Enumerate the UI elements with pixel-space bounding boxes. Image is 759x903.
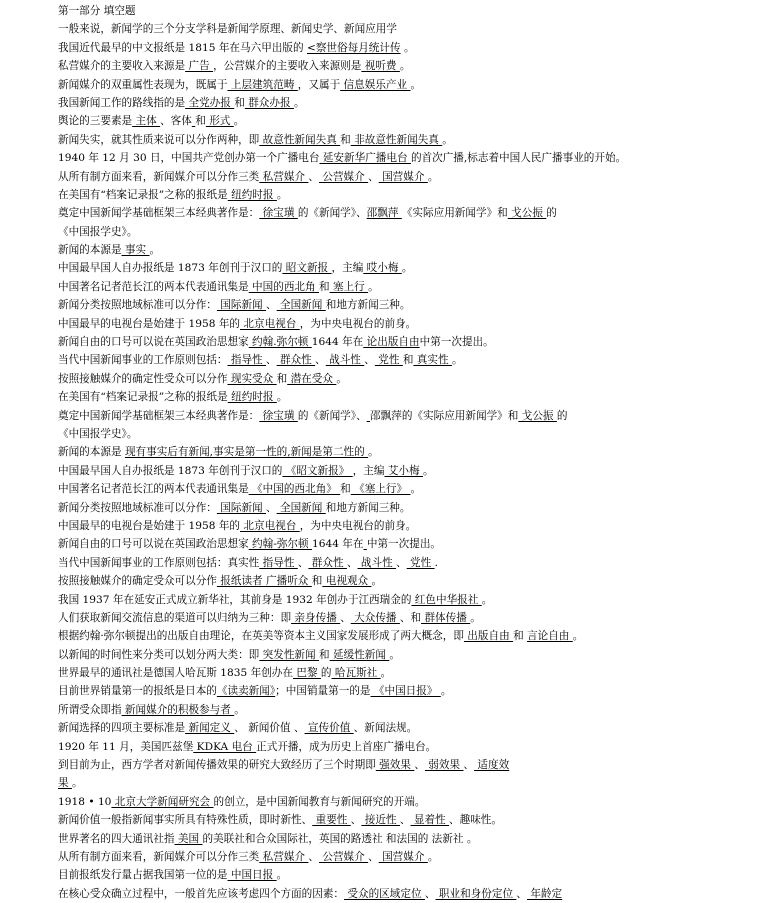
answer-blank: 约翰.弥尔顿 (248, 336, 312, 349)
answer-blank: 真实性 (413, 354, 452, 367)
question-text: 以新闻的时间性来分类可以划分两大类：即 (58, 648, 260, 661)
question-text: 。 (71, 777, 83, 790)
question-text: 新闻选择的四项主要标准是 (58, 722, 186, 735)
question-text: 、 (315, 354, 326, 367)
answer-blank: 群体传播 (421, 611, 471, 624)
answer-blank: 突发性新闻 (259, 648, 319, 661)
question-text: ，主编 (331, 262, 364, 275)
answer-blank: 群众办报 (244, 96, 294, 109)
text-line (58, 112, 753, 130)
question-text: 和 (311, 575, 323, 588)
answer-blank: 纽约时报 (227, 188, 277, 201)
answer-blank: 宣传价值 (304, 722, 354, 735)
question-text: 、 (424, 887, 436, 900)
question-text: 我国新闻工作的路线指的是 (58, 96, 186, 109)
text-line (58, 168, 753, 186)
question-text: 当代中国新闻事业的工作原则包括： (58, 354, 228, 367)
answer-blank: 全党办报 (185, 96, 235, 109)
question-text: 的 (546, 207, 557, 220)
question-text: 1940 年 12 月 30 日，中国共产党创办第一个广播电台 (58, 152, 320, 165)
question-text: 中国最早的电视台是始建于 1958 年的 (58, 317, 241, 330)
answer-blank: 主体 (132, 115, 161, 128)
answer-blank: 《中国的西北角》 (248, 483, 341, 496)
question-text: 、 (308, 850, 319, 863)
text-line (58, 609, 753, 627)
answer-blank: 红色中华报社 (411, 593, 482, 606)
text-line (58, 591, 753, 609)
question-text: 按照接触媒介的确定受众可以分作 (58, 575, 217, 588)
question-text: 。 (149, 244, 161, 257)
question-text: 。 (410, 78, 422, 91)
answer-blank: 论出版自由 (363, 336, 420, 349)
question-text: 《中国报学史》。 (58, 225, 138, 238)
answer-blank: 事实 (121, 244, 150, 257)
question-text: 舆论的三要素是 (58, 115, 133, 128)
question-text: 。 (368, 280, 379, 293)
question-text: 、 (266, 354, 277, 367)
answer-blank: 北京大学新闻研究会 (111, 795, 214, 808)
answer-blank: 新闻定义 (185, 722, 235, 735)
text-line (58, 664, 753, 682)
question-text: 的《新闻学》、 (297, 207, 367, 220)
question-text: 和 (319, 648, 330, 661)
question-text: 中国著名记者范长江的两本代表通讯集是 (58, 483, 249, 496)
answer-blank: 指导性 (227, 354, 267, 367)
question-text: 新闻自由的口号可以说在英国政治思想家 (58, 336, 249, 349)
text-line (58, 388, 753, 406)
text-line (58, 223, 753, 241)
answer-blank: 战斗性 (357, 556, 397, 569)
answer-blank: 故意性新闻失真 (259, 133, 341, 146)
question-text: 。 (427, 170, 439, 183)
question-text: 和 (318, 280, 330, 293)
question-text: 一般来说，新闻学的三个分支学科是新闻学原理、新闻史学、新闻应用学 (58, 23, 397, 36)
text-line (58, 407, 753, 425)
question-text: 新闻的本源是 (58, 446, 125, 459)
question-text: 世界最早的通讯社是德国人哈瓦斯 1835 年创办在 (58, 667, 293, 680)
answer-blank: 徐宝璜 (259, 207, 298, 220)
question-text: 和 (513, 630, 528, 643)
answer-blank: 邵飘萍 (366, 207, 402, 220)
question-text: 、 (368, 850, 379, 863)
text-line (58, 499, 753, 517)
answer-blank: 戈公振 (507, 207, 547, 220)
answer-blank: 塞上行 (329, 280, 369, 293)
question-text: 目前报纸发行量占据我国第一位的是 (58, 869, 228, 882)
answer-blank: 重要性 (312, 814, 351, 827)
answer-blank: 信息娱乐产业 (340, 78, 411, 91)
text-line (58, 443, 753, 461)
answer-blank: 战斗性 (325, 354, 365, 367)
question-text: 。 (234, 703, 245, 716)
answer-blank: 《昭文新报》 (282, 464, 353, 477)
question-text: 、 (364, 354, 375, 367)
question-text: 和地方新闻三种。 (325, 501, 411, 514)
question-text: 、 (463, 759, 475, 772)
question-text: 。 (423, 464, 434, 477)
question-text: 、 (516, 887, 527, 900)
answer-blank: 电视观众 (322, 575, 372, 588)
question-text: ；中国销量第一的是 (275, 685, 371, 698)
question-text: 世界著名的四大通讯社指 (58, 832, 175, 845)
question-text: 。 (336, 372, 347, 385)
text-line (58, 186, 753, 204)
question-text: 。 (389, 648, 400, 661)
question-text: 奠定中国新闻学基础框架三本经典著作是： (58, 207, 260, 220)
answer-blank: 国际新闻 (216, 501, 267, 514)
question-text: 从所有制方面来看，新闻媒介可以分作三类 (58, 850, 260, 863)
answer-blank: 哈瓦斯社 (331, 667, 381, 680)
answer-blank: 延安新华广播电台 (319, 152, 411, 165)
answer-blank: 党性 (374, 354, 403, 367)
text-line (58, 517, 753, 535)
question-text: 。 (401, 262, 413, 275)
question-text: 按照接触媒介的确定性受众可以分作 (58, 372, 228, 385)
question-text: 新闻失实，就其性质来说可以分作两种，即 (58, 133, 260, 146)
text-line (58, 351, 753, 369)
question-text: 。 (470, 611, 481, 624)
answer-blank: 国际新闻 (216, 299, 267, 312)
question-text: 1918 • 10 (58, 795, 112, 808)
question-text: 我国 1937 年在延安正式成立新华社，其前身是 1932 年创办于江西瑞金的 (58, 593, 412, 606)
text-line (58, 848, 753, 866)
answer-blank: 徐宝璜 (259, 409, 298, 422)
question-text: 。 (481, 593, 493, 606)
text-line (58, 885, 753, 903)
question-text: 和地方新闻三种。 (325, 299, 411, 312)
question-text: 。 (371, 575, 383, 588)
question-text: 1644 年在 (311, 538, 364, 551)
question-text: 在美国有“档案记录报”之称的报纸是 (58, 391, 228, 404)
question-text: 新闻的本源是 (58, 244, 122, 257)
question-text: 。 (276, 869, 288, 882)
question-text: 。 (427, 850, 439, 863)
answer-blank: 显着性 (410, 814, 450, 827)
text-line (58, 425, 753, 443)
question-text: 、 (396, 556, 407, 569)
question-text: 和 (234, 96, 245, 109)
question-text: 、 (266, 299, 277, 312)
question-text: 、趣味性。 (449, 814, 502, 827)
answer-blank: 《中国日报》 (370, 685, 441, 698)
answer-blank: 视听费 (361, 60, 400, 73)
answer-blank: 出版自由 (463, 630, 514, 643)
question-text: 新闻分类按照地域标准可以分作： (58, 299, 217, 312)
question-text: 。 (572, 630, 584, 643)
answer-blank: 广告 (185, 60, 214, 73)
answer-blank: 全国新闻 (276, 299, 326, 312)
answer-blank: 北京电视台 (240, 317, 300, 330)
question-text: 。 (276, 391, 288, 404)
answer-blank: 现实受众 (227, 372, 277, 385)
question-text: 中第一次提出。 (366, 538, 442, 551)
text-line (58, 259, 753, 277)
answer-blank: 指导性 (259, 556, 298, 569)
answer-blank: 群众性 (308, 556, 347, 569)
question-text: 、 (350, 814, 362, 827)
text-line (58, 204, 753, 222)
text-line (58, 57, 753, 75)
answer-blank: 弱效果 (424, 759, 464, 772)
answer-blank: 美国 (174, 832, 203, 845)
answer-blank: 纽约时报 (227, 391, 277, 404)
text-line (58, 76, 753, 94)
answer-blank: 中国日报 (227, 869, 277, 882)
question-text: 在核心受众确立过程中，一般首先应该考虑四个方面的因素： (58, 887, 345, 900)
answer-blank: 上层建筑范畴 (227, 78, 298, 91)
answer-blank: 适度效 (474, 759, 510, 772)
text-line (58, 278, 753, 296)
question-text: 和 (195, 115, 206, 128)
answer-blank: <察世俗每月统计传 (306, 41, 401, 54)
question-text: ，为中央电视台的前身。 (299, 519, 417, 532)
answer-blank: 约翰-弥尔顿 (248, 538, 312, 551)
answer-blank: 私营媒介 (259, 170, 309, 183)
question-text: 和 (276, 372, 288, 385)
text-line (58, 756, 753, 774)
answer-blank: 戈公振 (518, 409, 557, 422)
question-text: 。 (410, 483, 422, 496)
question-text: 根据约翰·弥尔顿提出的出版自由理论，在英美等资本主义国家发展形成了两大概念，即 (58, 630, 464, 643)
text-line (58, 866, 753, 884)
question-text: ，公营媒介的主要收入来源则是 (213, 60, 362, 73)
answer-blank: 受众的区域定位 (344, 887, 425, 900)
text-line (58, 94, 753, 112)
answer-blank: 大众传播 (350, 611, 400, 624)
answer-blank: 亲身传播 (291, 611, 341, 624)
question-text: 和 (340, 133, 351, 146)
question-text: 中国最早国人自办报纸是 1873 年创刊于汉口的 (58, 464, 283, 477)
question-text: 、 (368, 170, 379, 183)
question-text: 。 (380, 667, 392, 680)
answer-blank: 报纸读者 广播听众 (216, 575, 312, 588)
question-text: 当代中国新闻事业的工作原则包括：真实性 (58, 556, 260, 569)
answer-blank: 接近性 (361, 814, 400, 827)
question-text: 。 (451, 354, 463, 367)
answer-blank: 国营媒介 (378, 170, 428, 183)
text-line (58, 462, 753, 480)
answer-blank: 昭文新报 (282, 262, 332, 275)
question-text: 。 (276, 188, 288, 201)
answer-blank: 巴黎 (292, 667, 321, 680)
answer-blank: 职业和身份定位 (435, 887, 517, 900)
answer-blank: 国营媒介 (378, 850, 428, 863)
question-text: 奠定中国新闻学基础框架三本经典著作是： (58, 409, 260, 422)
text-line (58, 719, 753, 737)
text-line (58, 572, 753, 590)
text-line (58, 333, 753, 351)
text-line (58, 774, 753, 792)
question-text: 新闻自由的口号可以说在英国政治思想家 (58, 538, 249, 551)
answer-blank: 全国新闻 (276, 501, 326, 514)
question-text: 新闻分类按照地域标准可以分作： (58, 501, 217, 514)
answer-blank: 群众性 (276, 354, 316, 367)
question-text: 的创立，是中国新闻教育与新闻研究的开端。 (213, 795, 426, 808)
text-line (58, 554, 753, 572)
text-line (58, 241, 753, 259)
question-text: 人们获取新闻交流信息的渠道可以归纳为三种：即 (58, 611, 292, 624)
answer-blank: 非故意性新闻失真 (350, 133, 443, 146)
question-text: 1644 年在 (311, 336, 364, 349)
text-line (58, 646, 753, 664)
question-text: 邵飘萍的《实际应用新闻学》和 (370, 409, 519, 422)
question-text: 的 (556, 409, 568, 422)
text-line (58, 131, 753, 149)
question-text: 目前世界销量第一的报纸是日本的 (58, 685, 217, 698)
text-line (58, 682, 753, 700)
text-line (58, 738, 753, 756)
answer-blank: 潜在受众 (287, 372, 337, 385)
question-text: 。 (293, 96, 305, 109)
question-text: 1920 年 11 月，美国匹兹堡 (58, 740, 194, 753)
answer-blank: 形式 (205, 115, 234, 128)
text-line (58, 811, 753, 829)
answer-blank: 《读卖新闻》 (216, 685, 276, 698)
answer-blank: 北京电视台 (240, 519, 300, 532)
question-text: 新闻媒介的双重属性表现为，既属于 (58, 78, 228, 91)
question-text: 第一部分 填空题 (58, 5, 136, 17)
question-text: 中国著名记者范长江的两本代表通讯集是 (58, 280, 249, 293)
question-text: 中第一次提出。 (419, 336, 494, 349)
question-text: 所谓受众即指 (58, 703, 122, 716)
question-text: 到目前为止，西方学者对新闻传播效果的研究大致经历了三个时期即 (58, 759, 376, 772)
question-text: 。 (440, 685, 452, 698)
question-text: 的美联社和合众国际社，英国的路透社 和法国的 法新社 。 (202, 832, 478, 845)
question-text: 《中国报学史》。 (58, 427, 138, 440)
question-text: 、 (266, 501, 277, 514)
question-text: 的 (320, 667, 332, 680)
question-text: ，为中央电视台的前身。 (299, 317, 417, 330)
text-line (58, 370, 753, 388)
answer-blank: 艾小梅 (384, 464, 423, 477)
answer-blank: 党性 (406, 556, 435, 569)
question-text: 。 (399, 60, 411, 73)
question-text: 、 新闻价值 、 (234, 722, 305, 735)
text-line (58, 480, 753, 498)
answer-blank: 果 (58, 777, 72, 790)
question-text: 、 (340, 611, 351, 624)
question-text: ，又属于 (297, 78, 341, 91)
question-text: 中国最早的电视台是始建于 1958 年的 (58, 519, 241, 532)
question-text: 、新闻法规。 (353, 722, 418, 735)
question-text: ，主编 (352, 464, 385, 477)
answer-blank: 新闻媒介的积极参与者 (121, 703, 235, 716)
question-text: 私营媒介的主要收入来源是 (58, 60, 186, 73)
answer-blank: 公营媒介 (319, 850, 369, 863)
question-text: 、 (346, 556, 358, 569)
question-text: 我国近代最早的中文报纸是 1815 年在马六甲出版的 (58, 41, 307, 54)
text-line (58, 149, 753, 167)
text-line (58, 315, 753, 333)
question-text: 从所有制方面来看，新闻媒介可以分作三类 (58, 170, 260, 183)
answer-blank: 延缓性新闻 (329, 648, 390, 661)
question-text: 。 (442, 133, 453, 146)
answer-blank: 哎小梅 (363, 262, 402, 275)
question-text: . (434, 556, 438, 569)
answer-blank: 言论自由 (527, 630, 573, 643)
answer-blank: 现有事实后有新闻,事实是第一性的,新闻是第二性的 (124, 446, 369, 459)
question-text: 中国最早国人自办报纸是 1873 年创刊于汉口的 (58, 262, 283, 275)
answer-blank: 强效果 (375, 759, 415, 772)
text-line (58, 20, 753, 38)
question-text: 《实际应用新闻学》和 (401, 207, 508, 220)
text-line (58, 627, 753, 645)
question-text: 正式开播，成为历史上首座广播电台。 (256, 740, 437, 753)
question-text: 。 (368, 446, 379, 459)
question-text: 新闻价值一般指新闻事实所具有特殊性质，即时新性、 (58, 814, 313, 827)
text-line (58, 535, 753, 553)
answer-blank: 私营媒介 (259, 850, 309, 863)
answer-blank: 公营媒介 (319, 170, 369, 183)
answer-blank: KDKA 电台 (193, 740, 257, 753)
question-text: 、 (297, 556, 309, 569)
text-line (58, 39, 753, 57)
question-text: 、客体 (160, 115, 192, 128)
question-text: 和 (402, 354, 414, 367)
question-text: 和 (340, 483, 351, 496)
question-text: 、和 (399, 611, 422, 624)
text-line (58, 701, 753, 719)
answer-blank: 中国的西北角 (248, 280, 319, 293)
text-line (58, 830, 753, 848)
answer-blank: 年龄定 (527, 887, 563, 900)
question-text: 、 (414, 759, 425, 772)
text-line (58, 793, 753, 811)
question-text: 。 (400, 41, 415, 54)
question-text: 的首次广播,标志着中国人民广播事业的开始。 (410, 152, 627, 165)
question-text: 。 (233, 115, 245, 128)
text-line (58, 2, 753, 20)
text-line (58, 296, 753, 314)
question-text: 的《新闻学》、 (297, 409, 367, 422)
question-text: 、 (308, 170, 319, 183)
question-text: 、 (399, 814, 411, 827)
question-text: 在美国有“档案记录报”之称的报纸是 (58, 188, 228, 201)
answer-blank: 《塞上行》 (350, 483, 411, 496)
